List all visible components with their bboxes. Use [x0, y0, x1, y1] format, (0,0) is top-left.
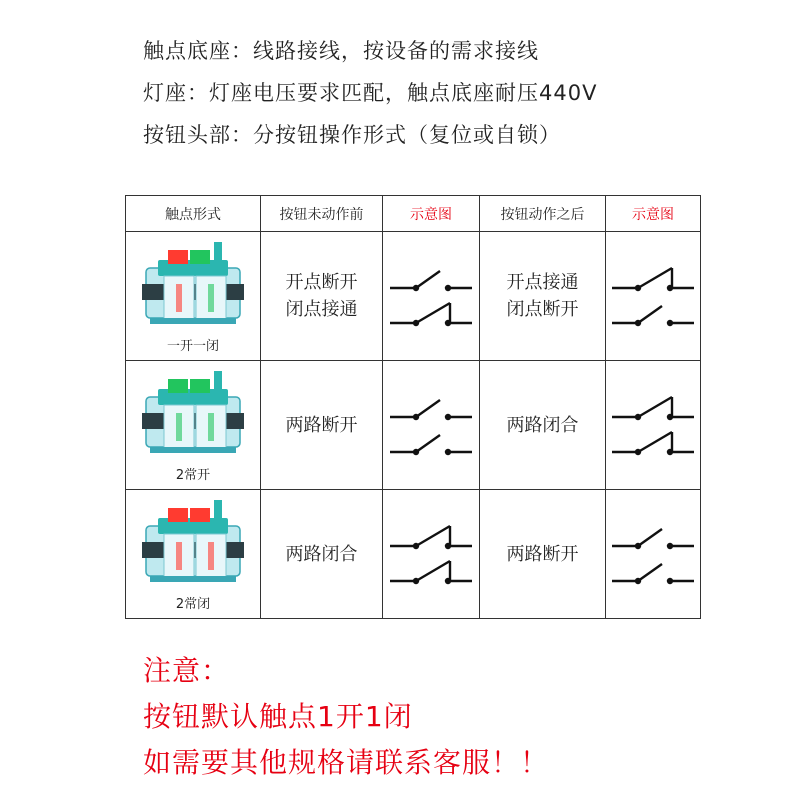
before-state-cell — [261, 490, 383, 619]
before-diagram-cell — [383, 232, 480, 361]
switch-symbol-after — [608, 390, 698, 460]
after-diagram-cell — [606, 232, 701, 361]
notice-default-contact: 按钮默认触点1开1闭 — [143, 700, 413, 733]
contact-module-icon — [138, 496, 248, 596]
table-header-row — [126, 196, 701, 232]
after-state-line-1: 两路闭合 — [506, 414, 579, 436]
after-state-cell — [480, 361, 606, 490]
before-diagram-cell — [383, 361, 480, 490]
before-state-line-1: 开点断开 — [285, 272, 358, 293]
module-label: 2常闭 — [175, 597, 211, 612]
switch-symbol-before — [386, 261, 476, 331]
module-cell — [126, 232, 261, 361]
module-label: 一开一闭 — [166, 339, 219, 354]
after-state-line-2: 闭点断开 — [506, 299, 579, 320]
header-diagram-after: 示意图 — [606, 196, 701, 232]
table-row — [126, 490, 701, 619]
module-label: 2常开 — [175, 468, 211, 483]
switch-symbol-after — [608, 261, 698, 331]
table-row — [126, 361, 701, 490]
before-state-line-1: 两路闭合 — [285, 543, 358, 565]
notice-contact-service: 如需要其他规格请联系客服！！ — [143, 746, 550, 779]
contact-module-icon — [138, 367, 248, 467]
intro-line-contact-base: 触点底座：线路接线，按设备的需求接线 — [143, 39, 539, 63]
switch-symbol-after — [608, 519, 698, 589]
before-diagram-cell — [383, 490, 480, 619]
module-cell — [126, 361, 261, 490]
intro-text — [143, 30, 597, 156]
header-contact-form: 触点形式 — [126, 196, 261, 232]
after-diagram-cell — [606, 490, 701, 619]
intro-line-lamp-base: 灯座：灯座电压要求匹配，触点底座耐压440V — [143, 81, 598, 105]
switch-symbol-before — [386, 390, 476, 460]
contact-module-image — [138, 367, 248, 483]
before-state-cell — [261, 232, 383, 361]
table-row — [126, 232, 701, 361]
notice-title: 注意： — [143, 654, 231, 687]
after-state-cell — [480, 232, 606, 361]
notice-block — [143, 648, 549, 786]
contact-form-table — [125, 195, 701, 619]
switch-symbol-before — [386, 519, 476, 589]
intro-line-button-head: 按钮头部：分按钮操作形式（复位或自锁） — [143, 123, 561, 147]
before-state-line-1: 两路断开 — [285, 414, 358, 436]
header-after-action: 按钮动作之后 — [480, 196, 606, 232]
header-before-action: 按钮未动作前 — [261, 196, 383, 232]
after-state-line-1: 两路断开 — [506, 543, 579, 565]
before-state-cell — [261, 361, 383, 490]
contact-module-image — [138, 496, 248, 612]
after-diagram-cell — [606, 361, 701, 490]
header-diagram-before: 示意图 — [383, 196, 480, 232]
contact-module-image — [138, 238, 248, 354]
contact-module-icon — [138, 238, 248, 338]
module-cell — [126, 490, 261, 619]
after-state-line-1: 开点接通 — [506, 272, 579, 293]
after-state-cell — [480, 490, 606, 619]
before-state-line-2: 闭点接通 — [285, 299, 358, 320]
